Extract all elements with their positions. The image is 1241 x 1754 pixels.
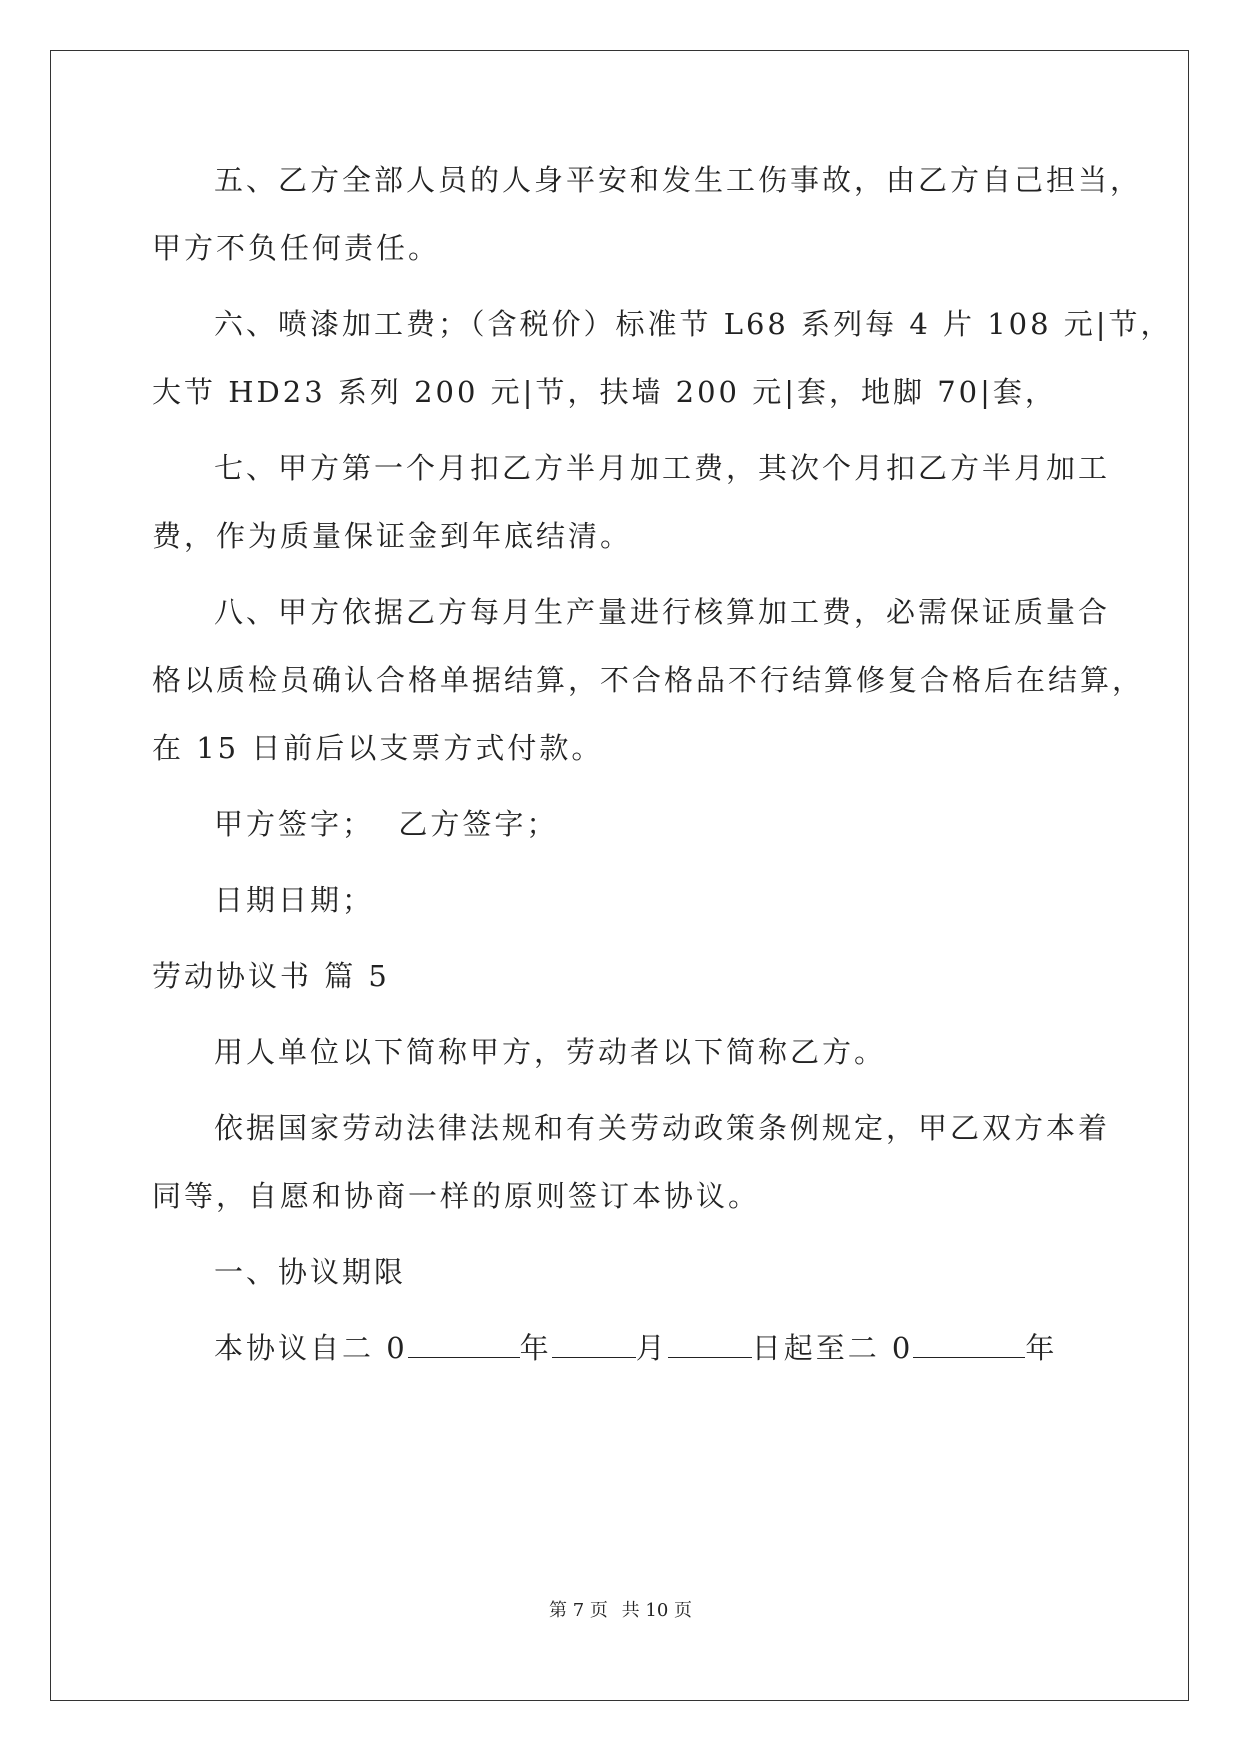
paragraph-7-line-1: 七、甲方第一个月扣乙方半月加工费，其次个月扣乙方半月加工	[214, 451, 1111, 485]
basis-line-1: 依据国家劳动法律法规和有关劳动政策条例规定，甲乙双方本着	[214, 1111, 1111, 1145]
paragraph-8-line-1: 八、甲方依据乙方每月生产量进行核算加工费，必需保证质量合	[214, 595, 1111, 629]
paragraph-6-line-1: 六、喷漆加工费；（含税价）标准节 L68 系列每 4 片 108 元|节，	[214, 307, 1173, 341]
intro-line: 用人单位以下简称甲方，劳动者以下简称乙方。	[214, 1035, 887, 1069]
term-text-start: 本协议自二 0	[214, 1331, 408, 1365]
signature-line: 甲方签字； 乙方签字；	[214, 807, 559, 841]
paragraph-7-line-2: 费，作为质量保证金到年底结清。	[152, 519, 633, 553]
month-blank	[552, 1331, 636, 1358]
year-blank-start	[408, 1331, 520, 1358]
paragraph-5-line-2: 甲方不负任何责任。	[152, 231, 441, 265]
term-text-month: 月	[635, 1331, 668, 1365]
term-text-year-end: 年	[1025, 1331, 1058, 1365]
page-footer	[0, 1596, 1241, 1622]
paragraph-8-line-3: 在 15 日前后以支票方式付款。	[152, 731, 604, 765]
date-line: 日期日期；	[214, 883, 375, 917]
year-blank-end	[913, 1331, 1025, 1358]
page-total: 共 10 页	[621, 1600, 692, 1621]
paragraph-5-line-1: 五、乙方全部人员的人身平安和发生工伤事故，由乙方自己担当，	[214, 163, 1143, 197]
section-title: 劳动协议书 篇 5	[152, 959, 390, 993]
term-text-until: 日起至二 0	[751, 1331, 914, 1365]
page-border	[50, 50, 1189, 1701]
paragraph-6-line-2: 大节 HD23 系列 200 元|节，扶墙 200 元|套，地脚 70|套，	[152, 375, 1057, 409]
page-number: 第 7 页	[549, 1600, 608, 1621]
term-line	[214, 1328, 1057, 1368]
basis-line-2: 同等，自愿和协商一样的原则签订本协议。	[152, 1179, 761, 1213]
day-blank	[668, 1331, 752, 1358]
paragraph-8-line-2: 格以质检员确认合格单据结算，不合格品不行结算修复合格后在结算，	[152, 663, 1145, 697]
term-heading: 一、协议期限	[214, 1255, 407, 1289]
term-text-year: 年	[519, 1331, 552, 1365]
